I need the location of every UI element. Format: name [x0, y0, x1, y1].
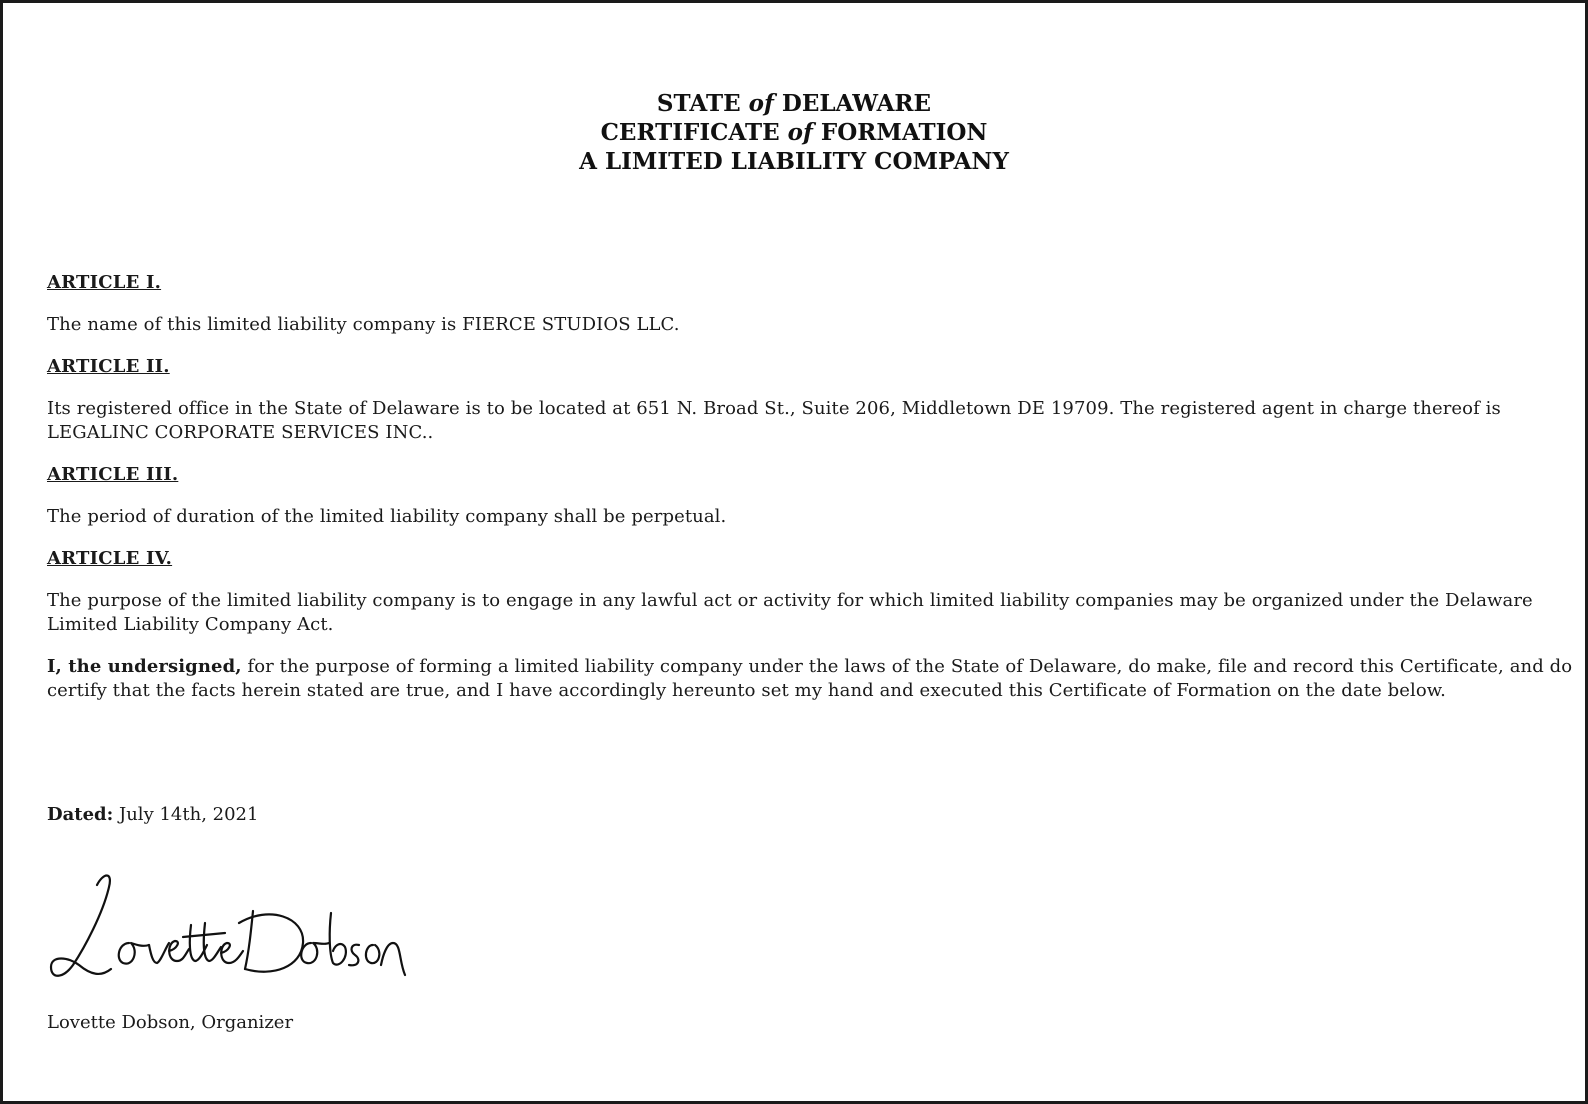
handwritten-signature [39, 865, 419, 1000]
document-body [47, 271, 1577, 721]
dated-value: July 14th, 2021 [113, 804, 259, 825]
document-title [3, 89, 1585, 176]
title-line-2: CERTIFICATE of FORMATION [600, 119, 988, 146]
article-1-heading: ARTICLE I. [47, 272, 162, 293]
article-1-text: The name of this limited liability company is FIERCE STUDIOS LLC. [47, 314, 680, 335]
article-2-heading: ARTICLE II. [47, 356, 170, 377]
dated-line [47, 803, 258, 827]
article-3-heading: ARTICLE III. [47, 464, 179, 485]
closing-text: for the purpose of forming a limited liability company under the laws of the State of Delaware, do make, file and record this Certificate, and do certify that the facts herein stated are true, and I have accordingly hereunto set my hand and executed this Certificate of Formation on the date below. [47, 656, 1573, 701]
closing-statement [47, 655, 1577, 703]
dated-label: Dated: [47, 804, 114, 825]
article-2-text: Its registered office in the State of Delaware is to be located at 651 N. Broad St., Suite 206, Middletown DE 19709. The registered agent in charge thereof is LEGALINC CORPORATE SERVICES INC.. [47, 398, 1501, 443]
title-line-3: A LIMITED LIABILITY COMPANY [579, 148, 1009, 175]
article-3-text: The period of duration of the limited liability company shall be perpetual. [47, 506, 727, 527]
article-4-text: The purpose of the limited liability company is to engage in any lawful act or activity for which limited liability companies may be organized under the Delaware Limited Liability Company Act. [47, 590, 1533, 635]
title-line-1: STATE of DELAWARE [656, 90, 932, 117]
closing-lead: I, the undersigned, [47, 656, 242, 677]
signer-name-title: Lovette Dobson, Organizer [47, 1012, 294, 1033]
article-4-heading: ARTICLE IV. [47, 548, 173, 569]
